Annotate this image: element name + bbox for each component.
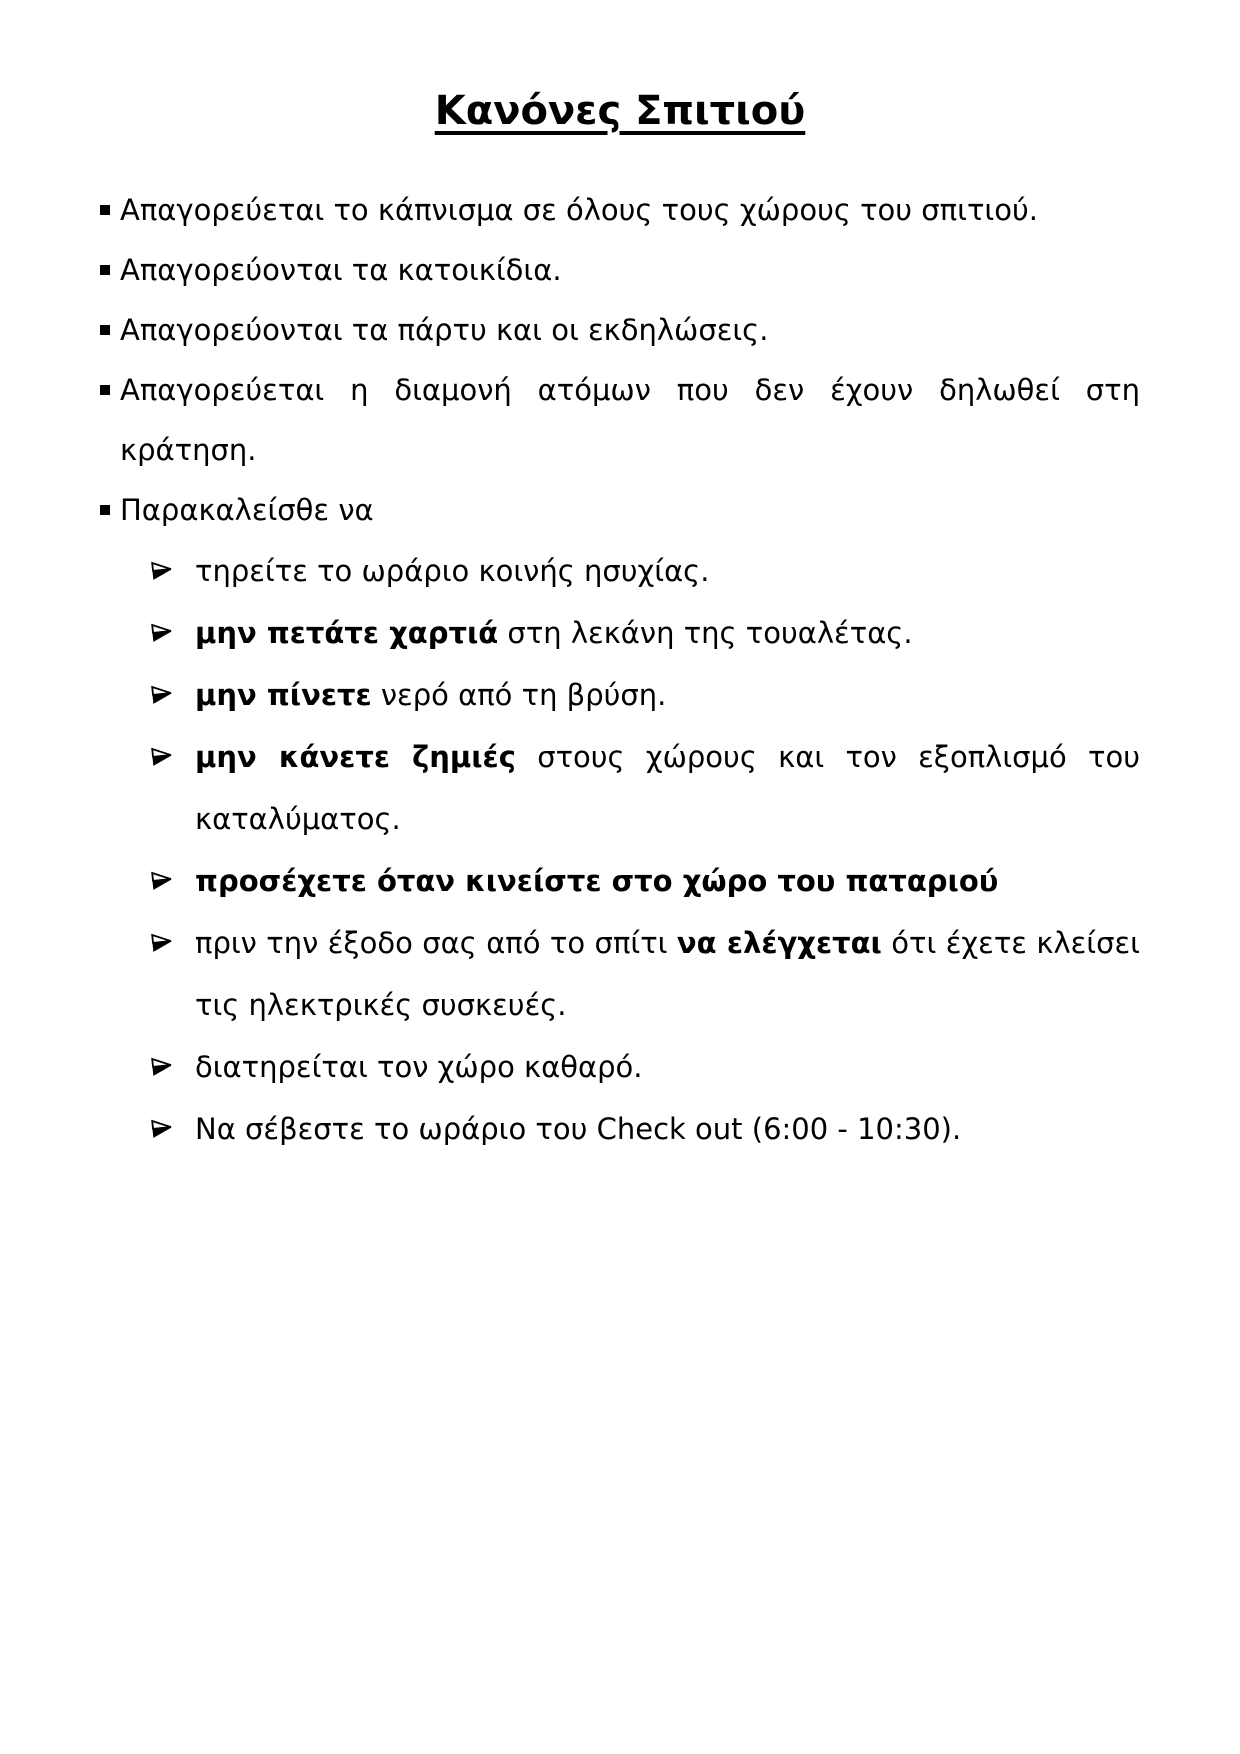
square-bullet-icon <box>100 325 110 335</box>
sub-rule-item <box>100 540 1140 602</box>
rule-text: διατηρείται τον χώρο καθαρό. <box>195 1050 643 1084</box>
rule-item <box>100 480 1140 540</box>
sub-rule-item <box>100 726 1140 850</box>
sub-rule-item <box>100 912 1140 1036</box>
rule-item <box>100 360 1140 480</box>
square-bullet-icon <box>100 205 110 215</box>
rule-item <box>100 180 1140 240</box>
square-bullet-icon <box>100 385 110 395</box>
document-title: Κανόνες Σπιτιού <box>434 88 806 134</box>
sub-rule-item <box>100 1098 1140 1160</box>
rule-text: τηρείτε το ωράριο κοινής ησυχίας. <box>195 554 710 588</box>
rule-item <box>100 240 1140 300</box>
square-bullet-icon <box>100 505 110 515</box>
rule-text: Απαγορεύονται τα κατοικίδια. <box>120 253 562 287</box>
rule-text: μην πίνετε νερό από τη βρύση. <box>195 678 667 712</box>
sub-rule-item <box>100 664 1140 726</box>
arrowhead-bullet-icon <box>150 1054 174 1078</box>
rule-text: Απαγορεύονται τα πάρτυ και οι εκδηλώσεις. <box>120 313 769 347</box>
arrowhead-bullet-icon <box>150 868 174 892</box>
rule-text: πριν την έξοδο σας από το σπίτι να ελέγχεται ότι έχετε κλείσει τις ηλεκτρικές συσκευές. <box>195 926 1140 1022</box>
sub-rule-item <box>100 850 1140 912</box>
rule-text: προσέχετε όταν κινείστε στο χώρο του παταριού <box>195 864 999 898</box>
rule-text: μην κάνετε ζημιές στους χώρους και τον εξοπλισμό του καταλύματος. <box>195 740 1140 836</box>
arrowhead-bullet-icon <box>150 744 174 768</box>
arrowhead-bullet-icon <box>150 930 174 954</box>
rule-text: Παρακαλείσθε να <box>120 493 374 527</box>
rule-text: Να σέβεστε το ωράριο του Check out (6:00 - 10:30). <box>195 1112 962 1146</box>
rules-list <box>100 180 1140 1160</box>
arrowhead-bullet-icon <box>150 558 174 582</box>
rule-item <box>100 300 1140 360</box>
rule-text: Απαγορεύεται το κάπνισμα σε όλους τους χώρους του σπιτιού. <box>120 193 1038 227</box>
arrowhead-bullet-icon <box>150 620 174 644</box>
rule-text: μην πετάτε χαρτιά στη λεκάνη της τουαλέτας. <box>195 616 913 650</box>
sub-rule-item <box>100 602 1140 664</box>
square-bullet-icon <box>100 265 110 275</box>
arrowhead-bullet-icon <box>150 682 174 706</box>
arrowhead-bullet-icon <box>150 1116 174 1140</box>
rule-text: Απαγορεύεται η διαμονή ατόμων που δεν έχουν δηλωθεί στη κράτηση. <box>120 373 1140 467</box>
sub-rule-item <box>100 1036 1140 1098</box>
